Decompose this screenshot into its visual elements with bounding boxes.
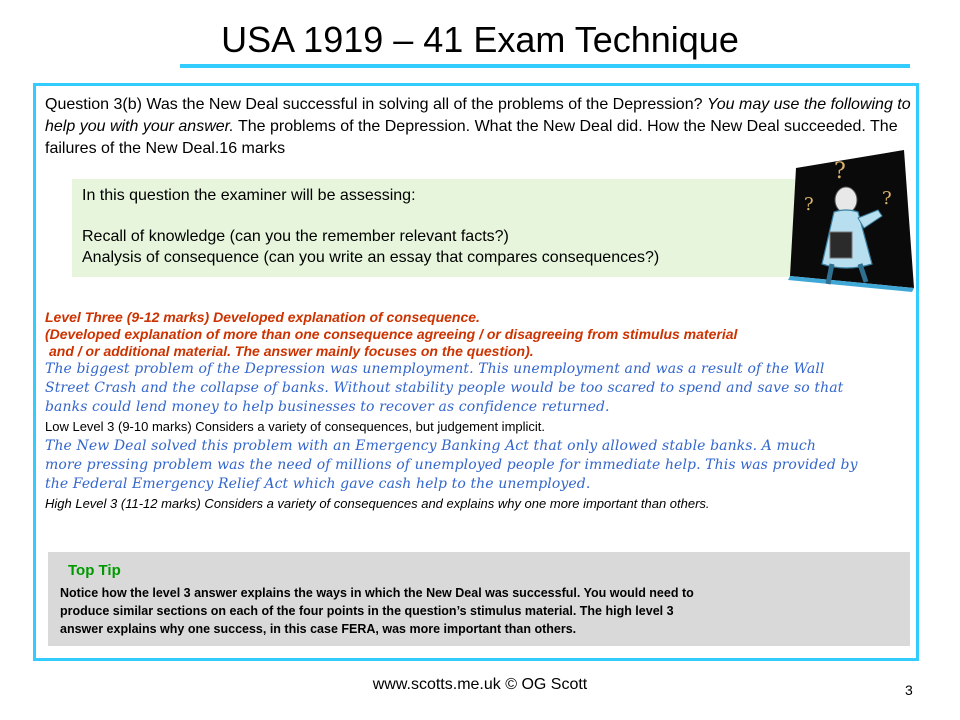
top-tip-heading: Top Tip <box>68 562 121 579</box>
question-mark-1: ? <box>834 159 846 184</box>
title-underline <box>180 64 910 68</box>
top-tip-body <box>60 584 900 638</box>
level-descriptors <box>45 309 920 514</box>
level-three-description-2: and / or additional material. The answer mainly focuses on the question). <box>49 343 534 359</box>
level-three-heading: Level Three (9-12 marks) Developed explanation of consequence. <box>45 309 480 325</box>
sample-answer-2-line-1: The New Deal solved this problem with an Emergency Banking Act that only allowed stable banks. A much <box>45 438 816 454</box>
confused-teacher-question-marks-icon <box>786 148 916 294</box>
assessment-box <box>72 179 816 277</box>
assessment-intro: In this question the examiner will be assessing: <box>82 187 416 204</box>
level-three-description-1: (Developed explanation of more than one consequence agreeing / or disagreeing from stimulus material <box>45 326 738 342</box>
top-tip-line-2: produce similar sections on each of the four points in the question’s stimulus material. The high level 3 <box>60 604 674 618</box>
sample-answer-2-line-2: more pressing problem was the need of millions of unemployed people for immediate help. This was provided by <box>45 457 858 473</box>
page-title: USA 1919 – 41 Exam Technique <box>221 19 739 60</box>
question-part-2: You may use the following to help you with your answer. <box>45 96 911 135</box>
assessment-item-recall: Recall of knowledge (can you the remember relevant facts?) <box>82 228 509 245</box>
low-level-three: Low Level 3 (9-10 marks) Considers a variety of consequences, but judgement implicit. <box>45 419 546 434</box>
question-mark-3: ? <box>882 188 892 209</box>
top-tip-line-3: answer explains why one success, in this case FERA, was more important than others. <box>60 622 577 636</box>
sample-answer-1-line-2: Street Crash and the collapse of banks. Without stability people would be too scared to spend and save so that <box>45 380 844 396</box>
footer-link[interactable]: www.scotts.me.uk © OG Scott <box>372 676 588 693</box>
top-tip-box <box>48 552 910 646</box>
sample-answer-1-line-3: banks could lend money to help businesses to recover as confidence returned. <box>45 399 610 415</box>
top-tip-line-1: Notice how the level 3 answer explains the ways in which the New Deal was successful. You would need to <box>60 586 694 600</box>
page-number: 3 <box>905 682 913 698</box>
sample-answer-2-line-3: the Federal Emergency Relief Act which gave cash help to the unemployed. <box>45 476 591 492</box>
assessment-item-analysis: Analysis of consequence (can you write an essay that compares consequences?) <box>82 249 660 266</box>
sample-answer-1-line-1: The biggest problem of the Depression was unemployment. This unemployment and was a result of the Wall <box>45 361 825 377</box>
question-part-1: Question 3(b) Was the New Deal successful in solving all of the problems of the Depression? <box>45 96 707 113</box>
question-part-3: The problems of the Depression. What the New Deal did. How the New Deal succeeded. The failures of the New Deal.16 marks <box>45 118 898 157</box>
high-level-three: High Level 3 (11-12 marks) Considers a variety of consequences and explains why one more important than others. <box>45 496 710 511</box>
question-mark-2: ? <box>804 194 814 215</box>
